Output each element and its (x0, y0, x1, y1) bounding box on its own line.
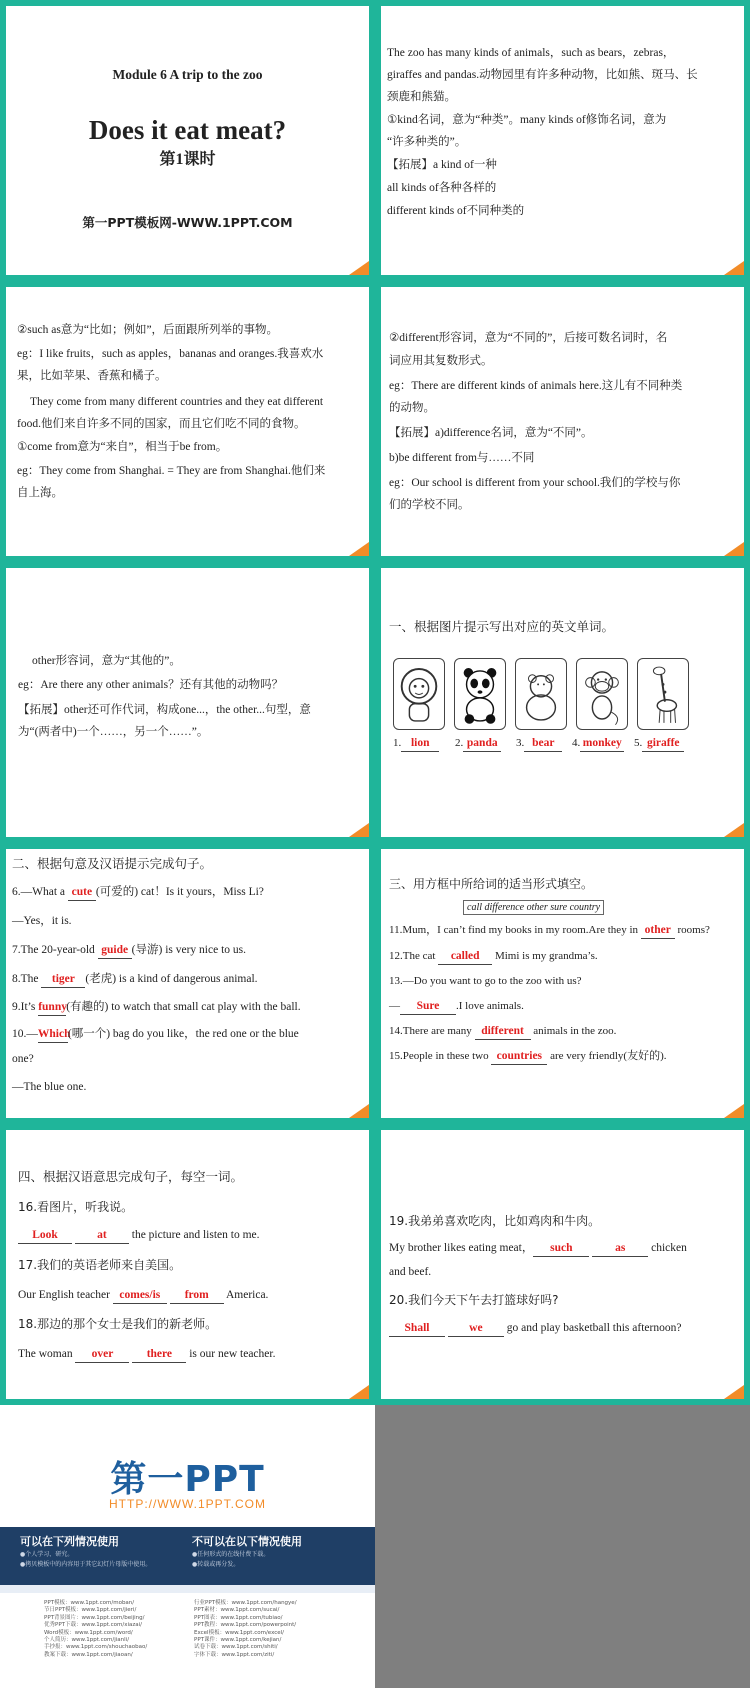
q-text: 8.The (12, 973, 42, 985)
resource-link[interactable]: Word模板：www.1ppt.com/word/ (44, 1629, 133, 1636)
note-line: eg：I like fruits，such as apples，bananas and oranges.我喜欢水 (17, 348, 324, 360)
lesson-label: 第1课时 (159, 151, 216, 168)
answer-line: —Yes，it is. (12, 915, 72, 927)
can-item: ●个人学习、研究。 (20, 1551, 74, 1558)
question-15 (389, 1045, 666, 1067)
question-7 (12, 939, 246, 961)
note-line: 词应用其复数形式。 (389, 355, 493, 367)
page-title: Does it eat meat? (88, 115, 287, 145)
brand-logo: 第一PPT (110, 1459, 265, 1500)
links-right (194, 1600, 297, 1659)
question-12 (389, 945, 598, 967)
slide-different-notes[interactable] (375, 281, 750, 562)
answer-16a[interactable]: Look (18, 1228, 72, 1244)
question-6 (12, 881, 264, 903)
note-line: 为“(两者中)一个……，另一个……”。 (18, 726, 209, 738)
question-11 (389, 919, 710, 941)
note-line: eg：There are different kinds of animals here.这儿有不同种类 (389, 380, 683, 392)
exercise-heading: 四、根据汉语意思完成句子，每空一词。 (18, 1169, 244, 1184)
q-text: is our new teacher. (186, 1348, 276, 1360)
giraffe-icon (637, 658, 689, 730)
note-line: giraffes and pandas.动物园里有许多种动物，比如熊、斑马、长 (387, 69, 698, 81)
corner-decoration (724, 1104, 744, 1118)
slide-such-as-notes[interactable] (0, 281, 375, 562)
exercise-heading: 三、用方框中所给词的适当形式填空。 (389, 877, 594, 891)
note-line: other形容词，意为“其他的”。 (32, 655, 181, 667)
q-text: rooms? (674, 924, 710, 936)
question-10 (12, 1023, 299, 1045)
answer-16 (18, 1224, 260, 1246)
answer-16b[interactable]: at (75, 1228, 129, 1244)
note-line: ②different形容词，意为“不同的”，后接可数名词时，名 (389, 332, 668, 344)
q-text: go and play basketball this afternoon? (503, 1322, 682, 1334)
module-title: Module 6 A trip to the zoo (112, 67, 263, 82)
usage-banner (0, 1527, 375, 1585)
monkey-icon (576, 658, 628, 730)
word-box (463, 899, 604, 915)
resource-link[interactable]: 字体下载：www.1ppt.com/ziti/ (194, 1651, 275, 1658)
answer-15[interactable]: countries (491, 1049, 547, 1065)
note-line: 颈鹿和熊猫。 (387, 91, 456, 103)
note-line: ②such as意为“比如；例如”，后面跟所列举的事物。 (17, 324, 279, 336)
resource-link[interactable]: 手抄报：www.1ppt.com/shouchaobao/ (44, 1644, 148, 1651)
note-line: 的动物。 (389, 402, 435, 414)
q-text: 10.— (12, 1028, 38, 1040)
note-line: 【拓展】other还可作代词，构成one...，the other...句型，意 (18, 704, 311, 716)
note-line: They come from many different countries and they eat different (30, 396, 324, 408)
note-line: eg：Our school is different from your school.我们的学校与你 (389, 477, 681, 489)
note-line: “许多种类的”。 (387, 136, 467, 148)
q-text: 9.It’s (12, 1001, 39, 1013)
corner-decoration (724, 1385, 744, 1399)
cannot-item: ●转载或再分发。 (192, 1561, 240, 1568)
corner-decoration (724, 823, 744, 837)
answer-monkey[interactable]: monkey (580, 736, 624, 752)
divider (0, 1585, 375, 1593)
answer-item (516, 736, 562, 752)
note-line: ①kind名词，意为“种类”。many kinds of修饰名词，意为 (387, 114, 667, 126)
resource-link[interactable]: PPT图表：www.1ppt.com/tubiao/ (194, 1614, 283, 1621)
note-line: all kinds of各种各样的 (387, 182, 497, 194)
resource-link[interactable]: 教案下载：www.1ppt.com/jiaoan/ (44, 1651, 133, 1658)
corner-decoration (349, 261, 369, 275)
note-line: ①come from意为“来自”，相当于be from。 (17, 441, 228, 453)
slide-exercise-3[interactable] (375, 843, 750, 1124)
answer-20 (389, 1317, 681, 1339)
q-text: 6.—What a (12, 886, 68, 898)
answer-12[interactable]: called (438, 949, 492, 965)
slide-kind-notes[interactable] (375, 0, 750, 281)
answer-17a[interactable]: comes/is (113, 1288, 167, 1304)
answer-7[interactable]: guide (98, 943, 132, 959)
corner-decoration (349, 823, 369, 837)
answer-item (393, 736, 439, 752)
cannot-item: ●任何形式的在线付费下载。 (192, 1551, 270, 1558)
q-text: My brother likes eating meat， (389, 1242, 534, 1254)
q-text: (可爱的) cat！Is it yours，Miss Li? (95, 886, 264, 898)
question-8 (12, 968, 258, 990)
answer-lion[interactable]: lion (401, 736, 439, 752)
cannot-title: 不可以在以下情况使用 (192, 1535, 302, 1548)
corner-decoration (349, 542, 369, 556)
q-text: (哪一个) bag do you like，the red one or the blue (67, 1028, 299, 1040)
slide-other-notes[interactable] (0, 562, 375, 843)
q-text: (有趣的) to watch that small cat play with the ball. (66, 1001, 301, 1013)
resource-link[interactable]: PPT背景图片：www.1ppt.com/beijing/ (44, 1614, 145, 1621)
answer-line: and beef. (389, 1266, 432, 1278)
q-text: the picture and listen to me. (128, 1229, 260, 1241)
bear-icon (515, 658, 567, 730)
resource-link[interactable]: 个人简历：www.1ppt.com/jianli/ (44, 1637, 130, 1644)
answer-20b[interactable]: we (448, 1321, 504, 1337)
answer-18a[interactable]: over (75, 1347, 129, 1363)
answer-line: —The blue one. (12, 1081, 87, 1093)
q-text: .I love animals. (456, 1000, 524, 1012)
q-text: Our English teacher (18, 1289, 113, 1301)
panda-icon (454, 658, 506, 730)
q-text: chicken (648, 1242, 687, 1254)
slide-exercise-4[interactable] (0, 1124, 375, 1405)
resource-link[interactable]: 优秀PPT下载：www.1ppt.com/xiazai/ (44, 1622, 143, 1629)
note-line: eg：Are there any other animals？还有其他的动物吗？ (18, 679, 284, 691)
answer-19b[interactable]: as (592, 1241, 648, 1257)
question-14 (389, 1020, 616, 1042)
q-text: (老虎) is a kind of dangerous animal. (85, 973, 258, 985)
answer-giraffe[interactable]: giraffe (642, 736, 684, 752)
answer-8[interactable]: tiger (41, 972, 85, 988)
answer-10[interactable]: Which (38, 1027, 68, 1043)
q-text: 7.The 20-year-old (12, 944, 98, 956)
q-text: Mimi is my grandma’s. (492, 950, 598, 962)
corner-decoration (724, 261, 744, 275)
answer-20a[interactable]: Shall (389, 1321, 445, 1337)
word-box-text: call difference other sure country (463, 900, 604, 915)
question-13: 13.—Do you want to go to the zoo with us? (389, 975, 582, 987)
note-line: food.他们来自许多不同的国家，而且它们吃不同的食物。 (17, 418, 306, 430)
resource-link[interactable]: PPT素材：www.1ppt.com/sucai/ (194, 1607, 280, 1614)
slide-exercise-4-cont[interactable] (375, 1124, 750, 1405)
q-text: (导游) is very nice to us. (131, 944, 247, 956)
q-text: America. (223, 1289, 269, 1301)
note-line: 【拓展】a kind of一种 (387, 159, 497, 171)
answer-19 (389, 1237, 687, 1259)
answer-item (634, 736, 684, 752)
corner-decoration (724, 542, 744, 556)
q-text: The woman (18, 1348, 76, 1360)
q-text: are very friendly(友好的). (547, 1050, 667, 1062)
slide-promo[interactable] (0, 1405, 375, 1688)
question-16: 16.看图片，听我说。 (18, 1200, 134, 1214)
note-line: 果，比如苹果、香蕉和橘子。 (17, 370, 167, 382)
q-text: 15.People in these two (389, 1050, 492, 1062)
note-line: The zoo has many kinds of animals，such as bears，zebras， (387, 47, 675, 59)
q-text: 12.The cat (389, 950, 439, 962)
item-number: 5. (634, 737, 643, 749)
answer-item (572, 736, 624, 752)
slide-title[interactable] (0, 0, 375, 281)
q-text: 14.There are many (389, 1025, 475, 1037)
item-number: 4. (572, 737, 581, 749)
question-17: 17.我们的英语老师来自美国。 (18, 1258, 182, 1272)
item-number: 2. (455, 737, 464, 749)
q-text: 11.Mum，I can’t find my books in my room.Are they in (389, 924, 641, 936)
answer-17b[interactable]: from (170, 1288, 224, 1304)
resource-link[interactable]: Excel模板：www.1ppt.com/excel/ (194, 1629, 285, 1636)
note-line: b)be different from与……不同 (389, 452, 535, 464)
site-label: 第一PPT模板网-WWW.1PPT.COM (82, 215, 293, 230)
q-text: — (389, 1000, 400, 1012)
answer-panda[interactable]: panda (463, 736, 501, 752)
question-18: 18.那边的那个女士是我们的新老师。 (18, 1317, 218, 1331)
answer-11[interactable]: other (641, 923, 675, 939)
resource-link[interactable]: 试卷下载：www.1ppt.com/shiti/ (194, 1644, 278, 1651)
item-number: 1. (393, 737, 402, 749)
answer-18b[interactable]: there (132, 1347, 186, 1363)
note-line: 自上海。 (17, 487, 63, 499)
answer-14[interactable]: different (475, 1024, 531, 1040)
answer-6[interactable]: cute (68, 885, 96, 901)
resource-link[interactable]: PPT模板：www.1ppt.com/moban/ (44, 1600, 135, 1606)
answer-9[interactable]: funny (38, 1000, 66, 1016)
resource-link[interactable]: 行业PPT模板：www.1ppt.com/hangye/ (194, 1600, 297, 1606)
answer-19a[interactable]: such (533, 1241, 589, 1257)
exercise-heading: 一、根据图片提示写出对应的英文单词。 (389, 619, 615, 634)
can-item: ●拷贝模板中的内容用于其它幻灯片母版中使用。 (20, 1561, 152, 1568)
question-20: 20.我们今天下午去打篮球好吗? (389, 1293, 559, 1307)
exercise-heading: 二、根据句意及汉语提示完成句子。 (12, 856, 213, 871)
answer-18 (18, 1343, 275, 1365)
answer-item (455, 736, 501, 752)
lion-icon (393, 658, 445, 730)
q-text: animals in the zoo. (530, 1025, 617, 1037)
resource-link[interactable]: PPT教程：www.1ppt.com/powerpoint/ (194, 1622, 297, 1629)
question-9 (12, 996, 301, 1018)
question-19: 19.我弟弟喜欢吃肉，比如鸡肉和牛肉。 (389, 1214, 601, 1228)
answer-bear[interactable]: bear (524, 736, 562, 752)
note-line: different kinds of不同种类的 (387, 205, 525, 217)
can-title: 可以在下列情况使用 (20, 1535, 119, 1548)
note-line: eg：They come from Shanghai. = They are from Shanghai.他们来 (17, 465, 326, 477)
links-left (44, 1600, 147, 1659)
answer-13[interactable]: Sure (400, 999, 456, 1015)
slide-exercise-2[interactable] (0, 843, 375, 1124)
slide-exercise-1[interactable] (375, 562, 750, 843)
note-line: 们的学校不同。 (389, 499, 470, 511)
resource-link[interactable]: PPT课件：www.1ppt.com/kejian/ (194, 1637, 282, 1644)
resource-link[interactable]: 节日PPT模板：www.1ppt.com/jieri/ (44, 1607, 137, 1614)
item-number: 3. (516, 737, 525, 749)
question-line: one? (12, 1053, 34, 1065)
answer-17 (18, 1284, 268, 1306)
corner-decoration (349, 1385, 369, 1399)
note-line: 【拓展】a)difference名词，意为“不同”。 (389, 427, 593, 439)
brand-url[interactable]: HTTP://WWW.1PPT.COM (109, 1497, 266, 1511)
question-13-answer (389, 995, 524, 1017)
corner-decoration (349, 1104, 369, 1118)
